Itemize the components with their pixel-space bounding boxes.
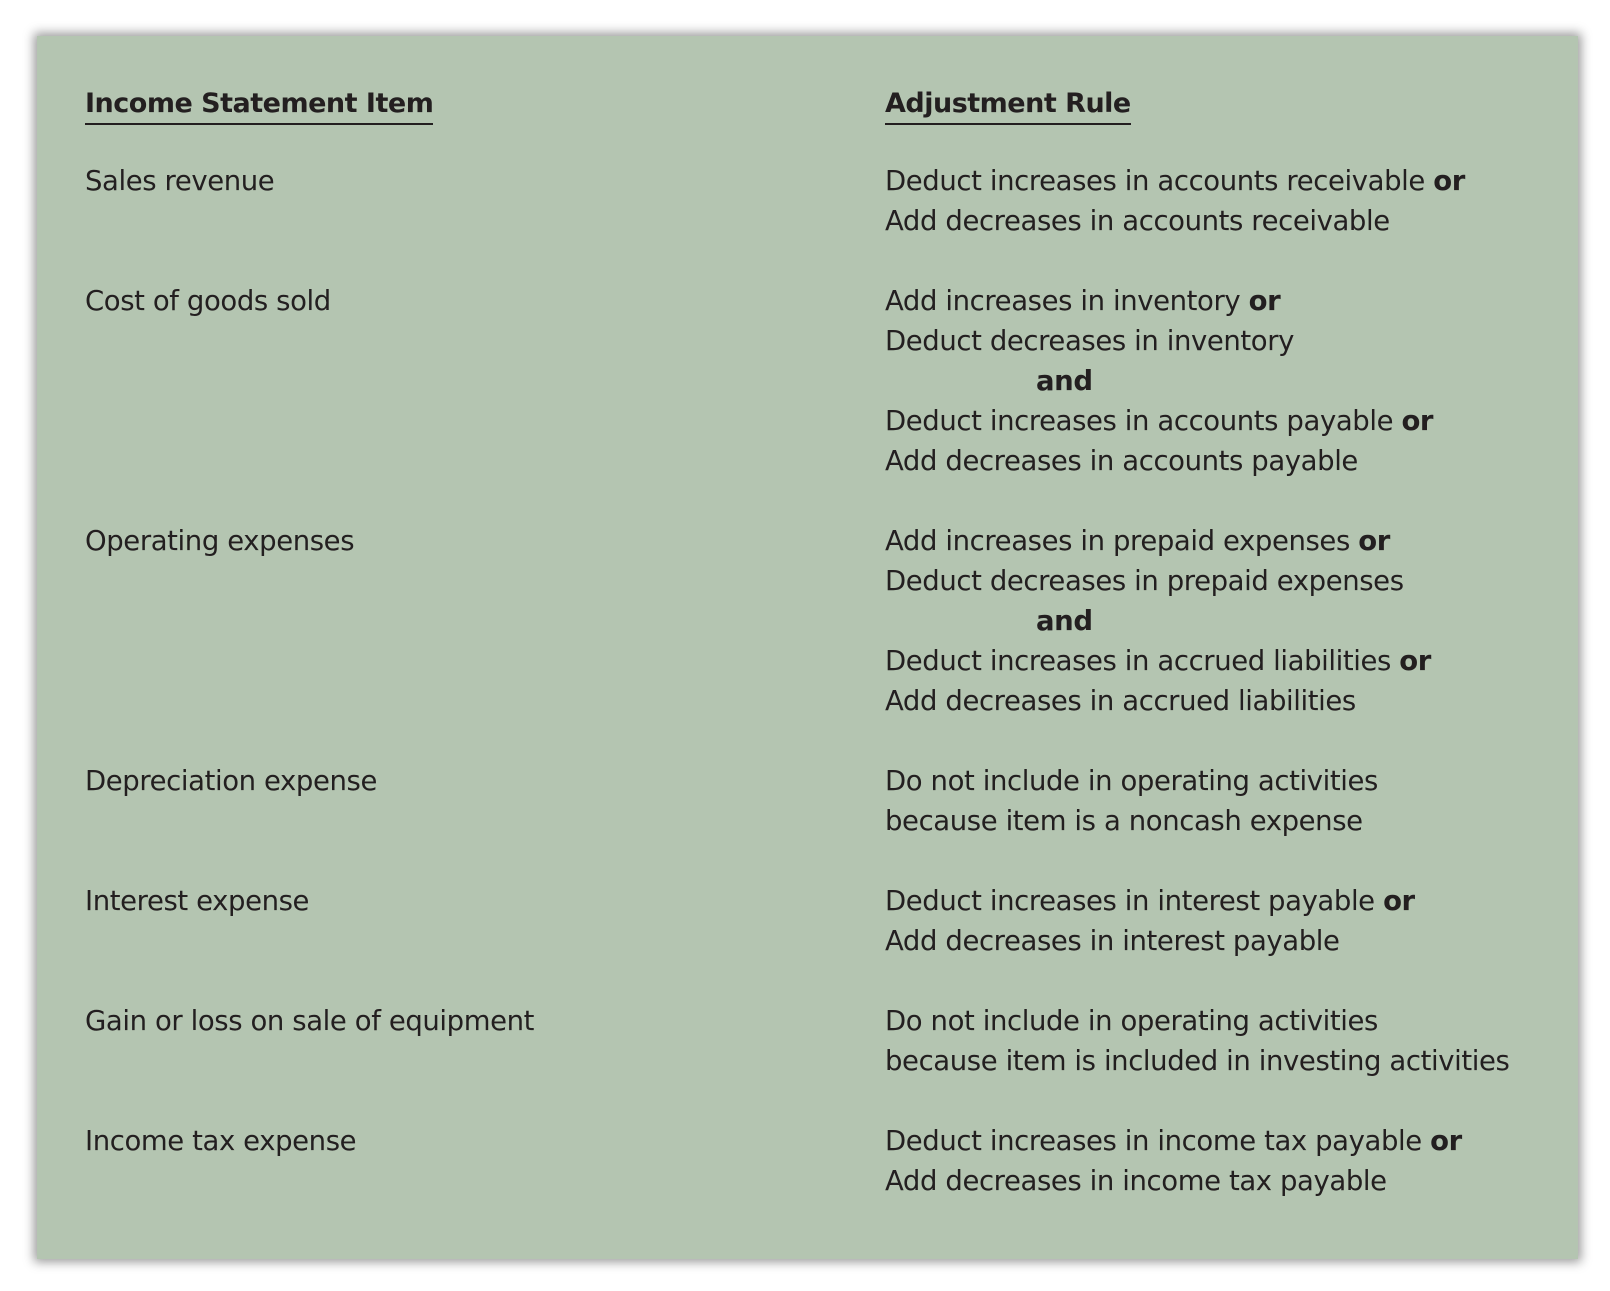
header-income-statement-item: Income Statement Item [85,88,433,125]
rule-line: Add increases in prepaid expenses [885,525,1350,557]
item-label: Depreciation expense [85,765,377,797]
rule-line: Add decreases in interest payable [885,925,1340,957]
rule-text [885,1001,1578,1081]
rule-line: Deduct increases in accounts payable [885,405,1394,437]
rule-conjunction: or [1358,525,1390,557]
rule-line: Add decreases in income tax payable [885,1165,1387,1197]
table-row-interest-expense [37,881,1578,961]
rule-text [885,521,1578,721]
adjustment-rules-table [37,36,1578,1259]
rule-line: Deduct increases in accounts receivable [885,165,1425,197]
rule-conjunction: or [1430,1125,1462,1157]
item-label: Sales revenue [85,165,275,197]
rule-text [885,1121,1578,1201]
table-row-gain-or-loss-on-sale [37,1001,1578,1081]
item-label: Interest expense [85,885,310,917]
rule-line: Do not include in operating activities [885,765,1378,797]
rule-text [885,161,1578,241]
rule-line: Do not include in operating activities [885,1005,1378,1037]
rule-line: Add decreases in accrued liabilities [885,685,1356,717]
rule-line: Deduct increases in income tax payable [885,1125,1422,1157]
table-body [37,161,1578,1241]
item-label: Cost of goods sold [85,285,331,317]
table-row-cost-of-goods-sold [37,281,1578,481]
rule-and: and [1036,605,1093,637]
rule-line: Deduct decreases in inventory [885,325,1294,357]
table-row-operating-expenses [37,521,1578,721]
rule-text [885,281,1578,481]
table-row-income-tax-expense [37,1121,1578,1201]
rule-conjunction: or [1383,885,1415,917]
rule-conjunction: or [1433,165,1465,197]
rule-line: Add decreases in accounts receivable [885,205,1390,237]
rule-line: because item is included in investing activities [885,1045,1510,1077]
item-label: Income tax expense [85,1125,357,1157]
rule-conjunction: or [1248,285,1281,317]
rule-line: because item is a noncash expense [885,805,1363,837]
rule-line: Deduct decreases in prepaid expenses [885,565,1404,597]
rule-line: Add increases in inventory [885,285,1241,317]
rule-text [885,881,1578,961]
header-adjustment-rule: Adjustment Rule [885,88,1131,125]
table-row-depreciation-expense [37,761,1578,841]
rule-text [885,761,1578,841]
table-row-sales-revenue [37,161,1578,241]
item-label: Gain or loss on sale of equipment [85,1005,535,1037]
rule-conjunction: or [1401,405,1434,437]
rule-and: and [1036,365,1093,397]
rule-line: Deduct increases in accrued liabilities [885,645,1391,677]
item-label: Operating expenses [85,525,355,557]
rule-line: Deduct increases in interest payable [885,885,1375,917]
rule-conjunction: or [1399,645,1431,677]
rule-line: Add decreases in accounts payable [885,445,1358,477]
